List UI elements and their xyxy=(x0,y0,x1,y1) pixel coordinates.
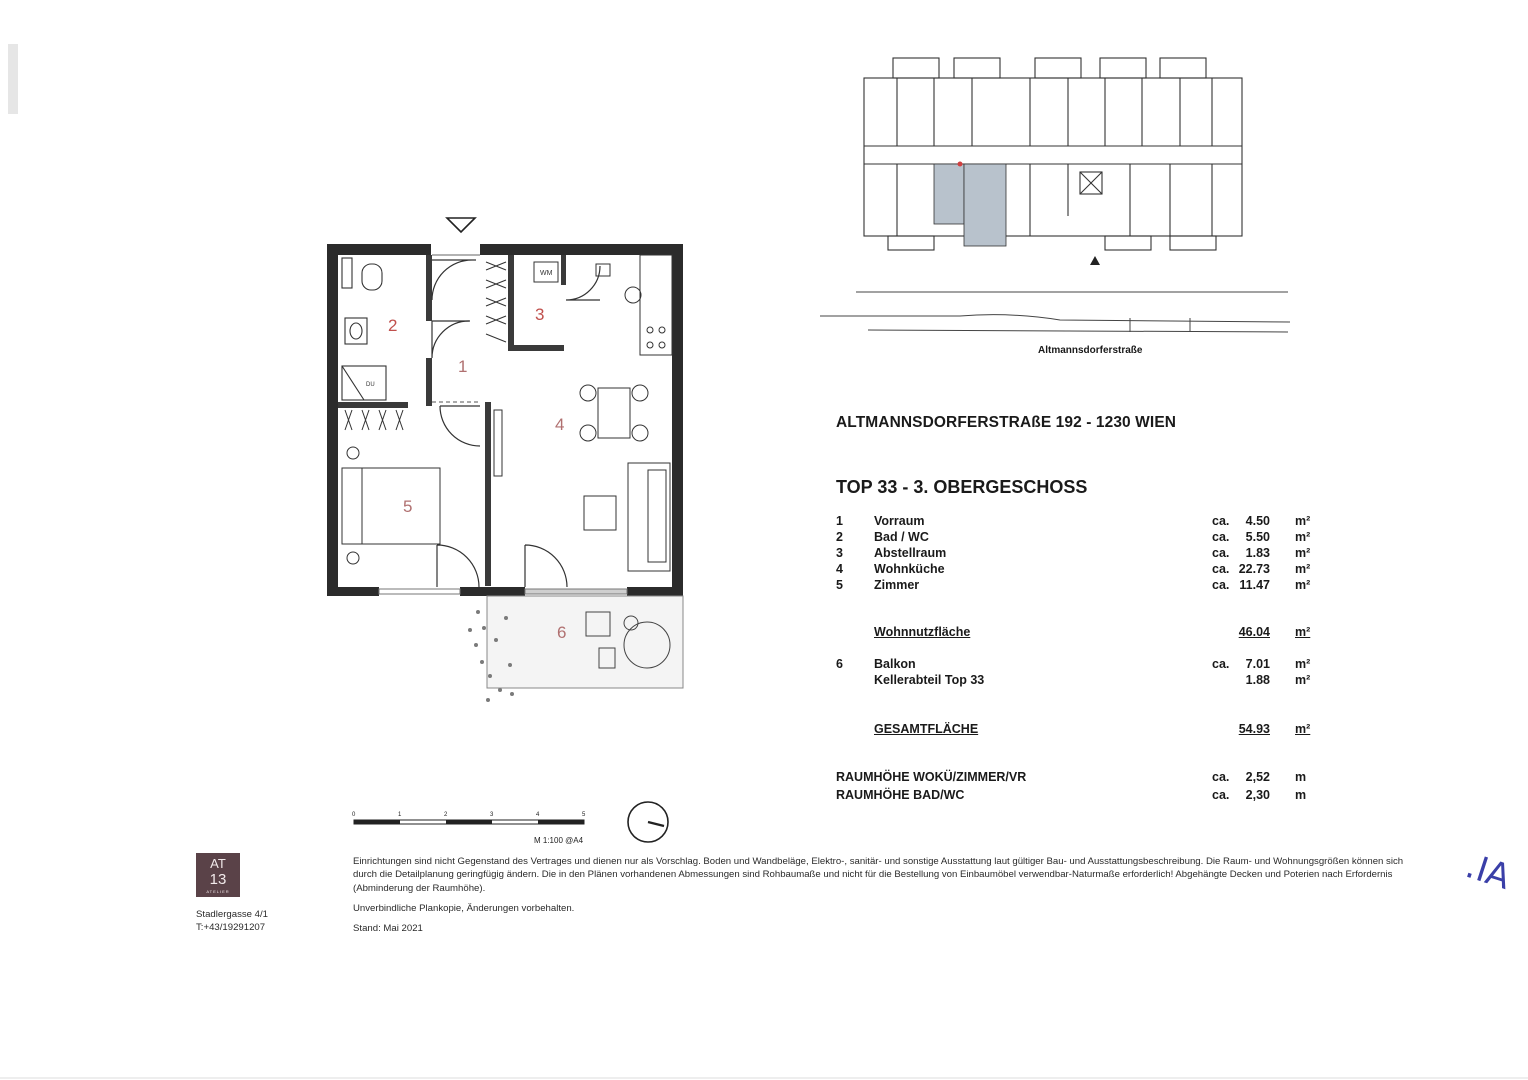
room-name: Vorraum xyxy=(874,514,925,528)
logo-text: AT xyxy=(210,856,226,871)
legal-notes xyxy=(353,855,1413,935)
entrance-arrow-icon xyxy=(1090,256,1100,265)
room-ca: ca. xyxy=(1212,578,1230,592)
room-area: 11.47 xyxy=(1239,578,1270,592)
room-ca: ca. xyxy=(1212,530,1230,544)
street-label: Altmannsdorferstraße xyxy=(1038,345,1143,356)
room-row xyxy=(836,514,1316,530)
balcony-door xyxy=(525,589,627,594)
door-swings xyxy=(432,260,600,587)
room-row xyxy=(836,578,1316,594)
extra-ca: ca. xyxy=(1212,657,1230,671)
height-row xyxy=(836,788,1316,804)
extra-name: Kellerabteil Top 33 xyxy=(874,673,985,687)
room-area: 22.73 xyxy=(1238,562,1270,576)
room-ca: ca. xyxy=(1212,514,1230,528)
street-lines xyxy=(820,292,1290,332)
room-ca: ca. xyxy=(1212,562,1230,576)
unit-highlight xyxy=(934,164,964,224)
bed xyxy=(342,447,440,564)
extra-unit: m² xyxy=(1295,657,1311,671)
company-logo xyxy=(196,853,240,897)
height-row xyxy=(836,770,1316,786)
room-number-3: 3 xyxy=(535,305,545,324)
total-area: 54.93 xyxy=(1238,722,1270,736)
extra-area: 1.88 xyxy=(1245,673,1270,687)
height-label: RAUMHÖHE BAD/WC xyxy=(836,788,965,802)
dining-table xyxy=(580,385,648,441)
height-ca: ca. xyxy=(1212,788,1230,802)
room-number-1: 1 xyxy=(458,357,468,376)
unit-highlight-balcony xyxy=(964,164,1006,246)
window-zimmer xyxy=(379,589,460,594)
address-title: ALTMANNSDORFERSTRAßE 192 - 1230 WIEN xyxy=(836,414,1177,431)
extra-no: 6 xyxy=(836,657,843,671)
height-unit: m xyxy=(1295,770,1307,784)
extra-row xyxy=(836,673,1316,689)
balcony xyxy=(487,596,683,688)
scale-tick: 3 xyxy=(490,812,494,818)
subtotal-area: 46.04 xyxy=(1238,625,1270,639)
room-no: 3 xyxy=(836,546,843,560)
height-unit: m xyxy=(1295,788,1307,802)
room-number-4: 4 xyxy=(555,415,565,434)
scale-tick: 2 xyxy=(444,812,448,818)
scale-bar xyxy=(352,812,586,845)
room-unit: m² xyxy=(1295,578,1311,592)
room-ca: ca. xyxy=(1212,546,1230,560)
total-label: GESAMTFLÄCHE xyxy=(874,722,979,736)
room-name: Wohnküche xyxy=(874,562,945,576)
room-number-2: 2 xyxy=(388,316,398,335)
room-name: Abstellraum xyxy=(874,546,947,560)
room-unit: m² xyxy=(1295,530,1311,544)
site-plan xyxy=(864,58,1242,250)
contact-street: Stadlergasse 4/1 xyxy=(196,909,268,920)
logo-text: 13 xyxy=(209,871,227,888)
room-name: Bad / WC xyxy=(874,530,929,544)
subtotal-row xyxy=(836,625,1316,641)
extra-area: 7.01 xyxy=(1245,657,1270,671)
subtotal-unit: m² xyxy=(1295,625,1311,639)
room-unit: m² xyxy=(1295,514,1311,528)
extra-name: Balkon xyxy=(874,657,916,671)
room-no: 1 xyxy=(836,514,843,528)
shower-label: DU xyxy=(366,382,375,388)
room-no: 2 xyxy=(836,530,843,544)
contact-block xyxy=(196,908,268,934)
scale-tick: 5 xyxy=(582,812,586,818)
room-area: 5.50 xyxy=(1245,530,1270,544)
scale-tick: 1 xyxy=(398,812,402,818)
room-number-5: 5 xyxy=(403,497,413,516)
logo-text: ATELIER xyxy=(206,889,230,894)
room-row xyxy=(836,562,1316,578)
living-furniture xyxy=(494,410,670,571)
scale-label: M 1:100 @A4 xyxy=(534,836,584,845)
room-area: 4.50 xyxy=(1245,514,1270,528)
disclaimer-text: Einrichtungen sind nicht Gegenstand des Vertrages und dienen nur als Vorschlag. Boden und Wandbeläge, Elektro-, sanitär- und sonstige Ausstattung laut gültiger Bau- und Ausstattungsbeschreibung. Die Raum- und Wohnungsgrößen können sich durch die Detailplanung geringfügig ändern. Die in den Plänen vorhandenen Abmessungen sind Rohbaumaße und nicht für die Bestellung von Einbaumöbel verwendbar-Naturmaße erforderlich! Abgehängte Decken und Poterien nach Erfordernis (Abminderung der Raumhöhe). xyxy=(353,856,1404,894)
height-value: 2,52 xyxy=(1245,770,1270,784)
scale-tick: 0 xyxy=(352,812,356,818)
room-row xyxy=(836,546,1316,562)
kitchen xyxy=(596,255,672,355)
subtotal-label: Wohnnutzfläche xyxy=(874,625,971,639)
plan-date: Stand: Mai 2021 xyxy=(353,923,423,935)
interior-walls xyxy=(338,255,566,586)
scan-mark xyxy=(8,44,18,114)
height-ca: ca. xyxy=(1212,770,1230,784)
total-unit: m² xyxy=(1295,722,1311,736)
room-area: 1.83 xyxy=(1245,546,1270,560)
wm-label: WM xyxy=(540,270,553,277)
room-row xyxy=(836,530,1316,546)
height-value: 2,30 xyxy=(1245,788,1270,802)
room-no: 5 xyxy=(836,578,843,592)
bathroom-fixtures xyxy=(342,258,386,400)
unit-title: TOP 33 - 3. OBERGESCHOSS xyxy=(836,477,1088,497)
room-number-6: 6 xyxy=(557,623,567,642)
plan-copy-note: Unverbindliche Plankopie, Änderungen vorbehalten. xyxy=(353,902,575,914)
scale-tick: 4 xyxy=(536,812,540,818)
entrance-marker xyxy=(447,218,475,232)
contact-phone: T:+43/19291207 xyxy=(196,922,266,933)
north-arrow-icon xyxy=(628,802,668,842)
extra-row xyxy=(836,657,1316,673)
room-unit: m² xyxy=(1295,562,1311,576)
room-no: 4 xyxy=(836,562,843,576)
extra-unit: m² xyxy=(1295,673,1311,687)
height-label: RAUMHÖHE WOKÜ/ZIMMER/VR xyxy=(836,770,1027,784)
wardrobe-bedroom xyxy=(345,410,403,430)
unit-marker xyxy=(958,162,963,167)
room-name: Zimmer xyxy=(874,578,920,592)
handwritten-mark: .IA xyxy=(1460,846,1516,898)
wardrobe-corridor xyxy=(486,262,506,342)
room-unit: m² xyxy=(1295,546,1311,560)
total-row xyxy=(836,722,1316,738)
